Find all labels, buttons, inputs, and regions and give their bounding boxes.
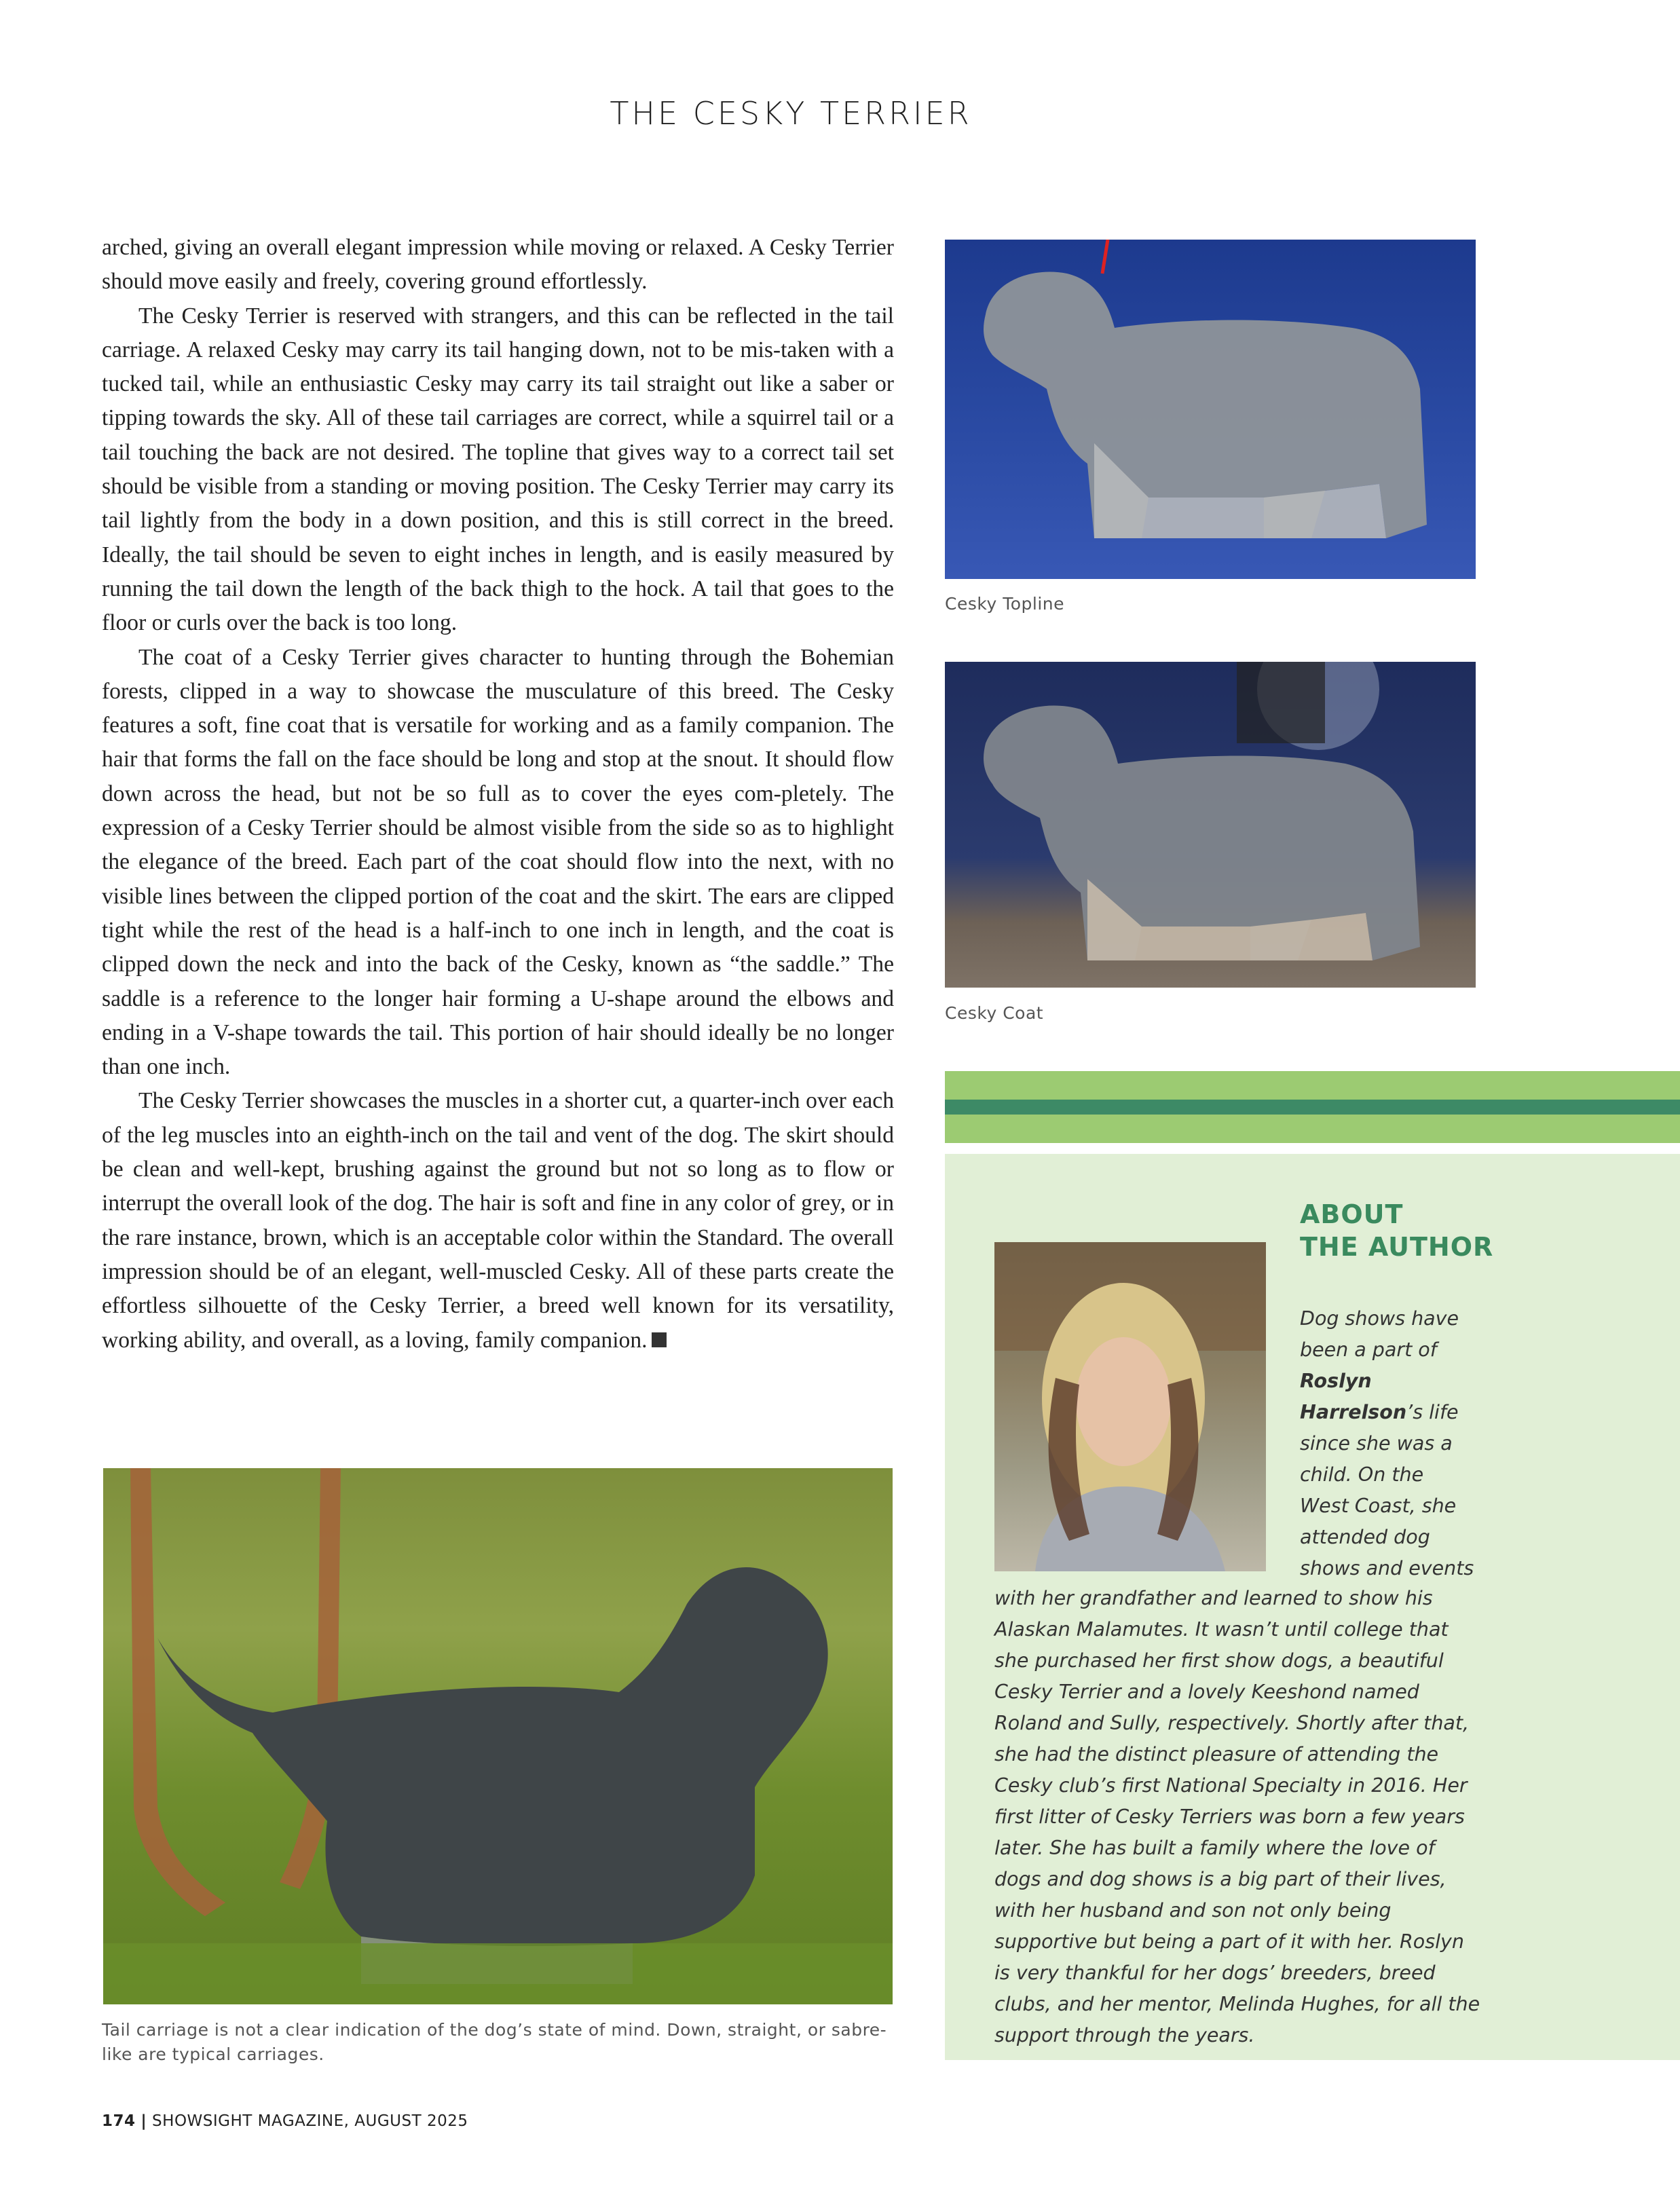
article-body — [102, 231, 894, 1358]
end-of-article-icon — [652, 1332, 667, 1347]
running-header: THE CESKY TERRIER — [610, 95, 972, 132]
author-bio-wrapped — [1300, 1303, 1476, 1584]
article-paragraph: arched, giving an overall elegant impression while moving or relaxed. A Cesky Terrier should move easily and freely, covering ground effortlessly. — [102, 235, 894, 295]
cesky-coat-photo — [945, 662, 1476, 988]
page-footer — [102, 2112, 468, 2130]
dog-silhouette-icon — [103, 1468, 893, 2004]
tail-carriage-caption: Tail carriage is not a clear indication of the dog’s state of mind. Down, straight, or sabre-like are typical carriages. — [102, 2020, 887, 2064]
decorative-stripe — [945, 1115, 1680, 1143]
about-author-heading — [1300, 1198, 1504, 1263]
author-bio-intro: Dog shows have been a part of — [1300, 1307, 1459, 1361]
article-paragraph: The Cesky Terrier is reserved with strangers, and this can be reflected in the tail carriage. A relaxed Cesky may carry its tail hanging down, not to be mis-taken with a tucked tail, while an enthusiastic Cesky may carry its tail straight out like a saber or tipping towards the sky. All of these tail carriages are correct, while a squirrel tail or a tail touching the back are not desired. The topline that gives way to a correct tail set should be visible from a standing or moving position. The Cesky Terrier may carry its tail lightly from the body in a down position, and this is still correct in the breed. Ideally, the tail should be seven to eight inches in length, and is easily measured by running the tail down the length of the back thigh to the hock. A tail that goes to the floor or curls over the back is too long. — [102, 303, 894, 636]
cesky-topline-photo — [945, 240, 1476, 579]
author-photo — [994, 1242, 1266, 1571]
decorative-stripe — [945, 1100, 1680, 1115]
author-name: Roslyn Harrelson — [1300, 1370, 1407, 1423]
publication-name: SHOWSIGHT MAGAZINE, AUGUST 2025 — [152, 2112, 468, 2130]
about-heading-line: THE AUTHOR — [1300, 1232, 1494, 1262]
footer-divider: | — [141, 2112, 147, 2130]
decorative-stripe — [945, 1071, 1680, 1100]
about-heading-line: ABOUT — [1300, 1199, 1404, 1229]
author-portrait-icon — [994, 1242, 1266, 1571]
article-paragraph — [102, 1084, 894, 1357]
dog-silhouette-icon — [945, 240, 1476, 579]
page-number: 174 — [102, 2112, 136, 2130]
article-paragraph: The coat of a Cesky Terrier gives character to hunting through the Bohemian forests, clipped in a way to showcase the musculature of this breed. The Cesky features a soft, fine coat that is versatile for working and as a family companion. The hair that forms the fall on the face should be long and stop at the snout. It should flow down across the head, but not be so full as to cover the eyes com-pletely. The expression of a Cesky Terrier should be almost visible from the side so as to highlight the elegance of the breed. Each part of the coat should flow into the next, with no visible lines between the clipped portion of the coat and the skirt. The ears are clipped tight while the rest of the head is a half-inch to one inch in length, and the coat is clipped down the neck and into the back of the Cesky, known as “the saddle.” The saddle is a reference to the longer hair forming a U-shape around the elbows and ending in a V-shape towards the tail. This portion of hair should ideally be no longer than one inch. — [102, 644, 894, 1080]
tail-carriage-photo — [103, 1468, 893, 2004]
topline-caption: Cesky Topline — [945, 594, 1064, 614]
author-bio-wrap-rest: ’s life since she was a child. On the West Coast, she attended dog shows and events — [1300, 1401, 1474, 1579]
author-bio-full: with her grandfather and learned to show his Alaskan Malamutes. It wasn’t until college that she purchased her first show dogs, a beautiful Cesky Terrier and a lovely Keeshond named Roland and Sully, respectively. Shortly after that, she had the distinct pleasure of attending the Cesky club’s first National Specialty in 2016. Her first litter of Cesky Terriers was born a few years later. She has built a family where the love of dogs and dog shows is a big part of their lives, with her husband and son not only being supportive but being a part of it with her. Roslyn is very thankful for her dogs’ breeders, breed clubs, and her mentor, Melinda Hughes, for all the support through the years. — [994, 1587, 1480, 2046]
article-paragraph-text: The Cesky Terrier showcases the muscles in a shorter cut, a quarter-inch over each of the leg muscles into an eighth-inch on the tail and vent of the dog. The skirt should be clean and well-kept, brushing against the ground but not so long as to flow or interrupt the overall look of the dog. The hair is soft and fine in any color of grey, or in the rare instance, brown, which is an acceptable color within the Standard. The overall impression should be of an elegant, well-muscled Cesky. All of these parts create the effortless silhouette of the Cesky Terrier, a breed well known for its versatility, working ability, and overall, as a loving, family companion. — [102, 1088, 894, 1353]
dog-silhouette-icon — [945, 662, 1476, 988]
coat-caption: Cesky Coat — [945, 1003, 1044, 1023]
